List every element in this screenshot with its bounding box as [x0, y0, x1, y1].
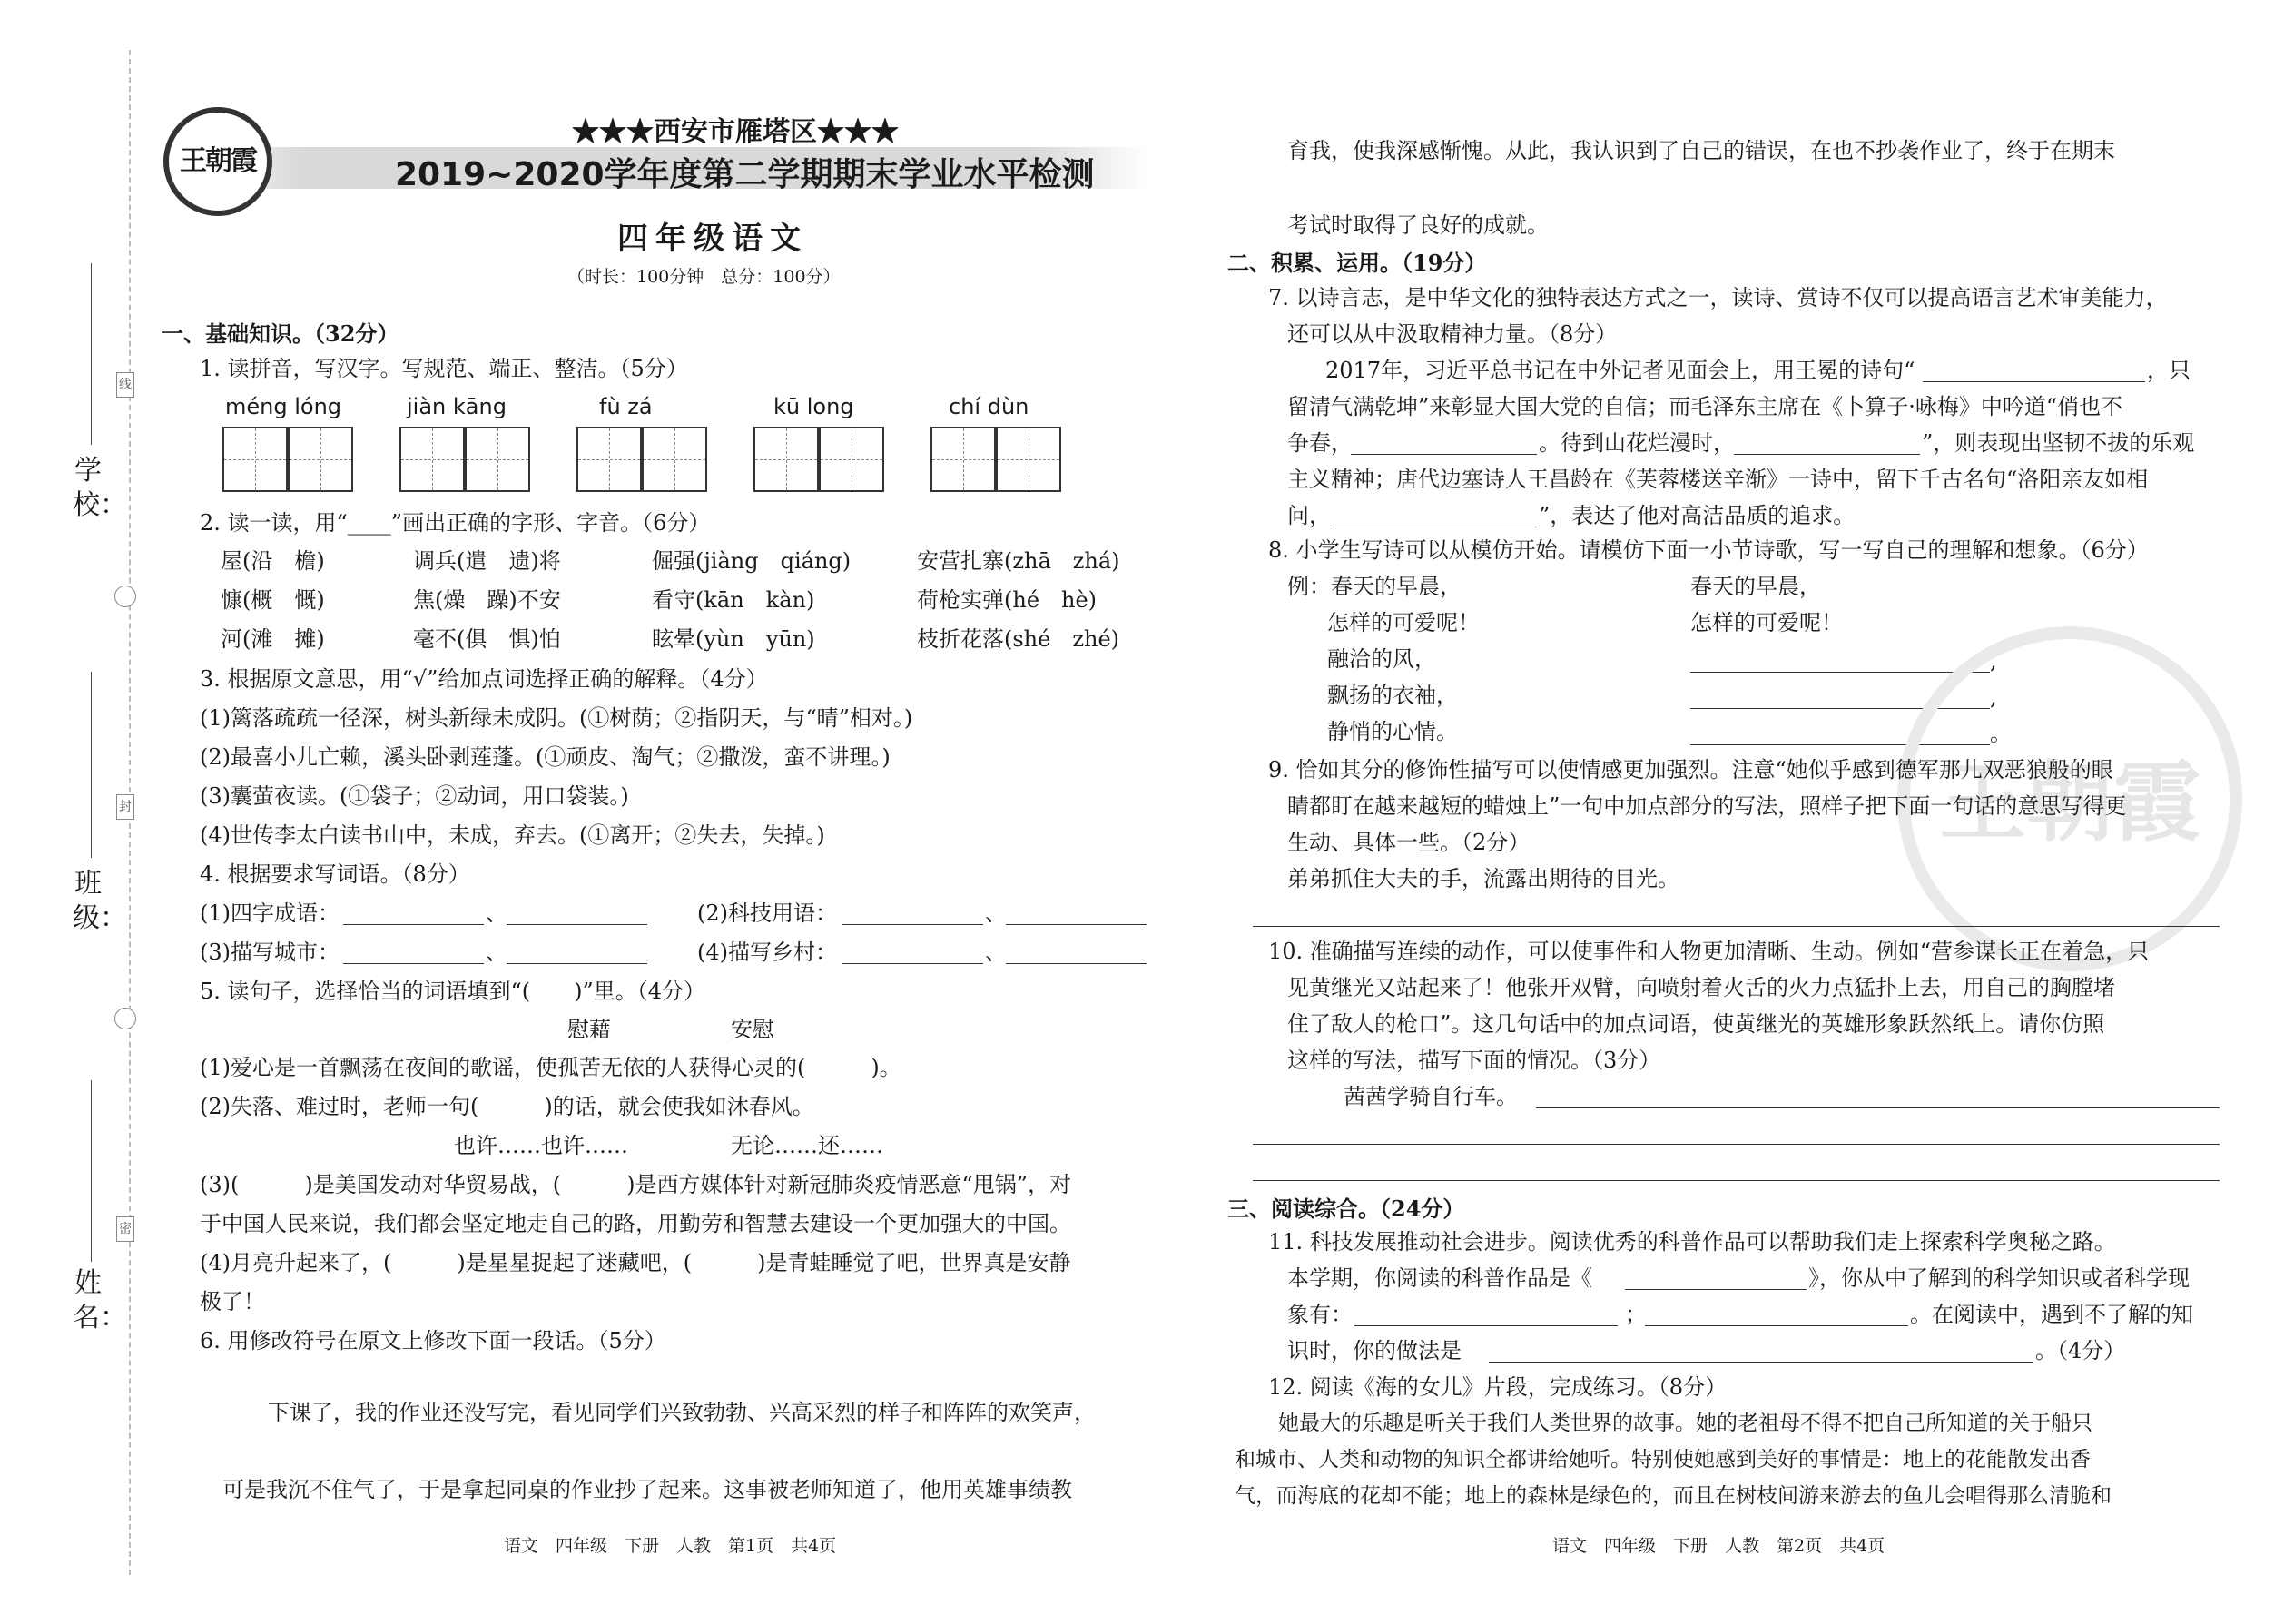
q3-item[interactable]: (4)世传李太白读书山中，未成，弃去。(①离开；②失去，失掉。): [200, 822, 825, 848]
q1-pinyin: fù zá: [599, 394, 653, 419]
q2-item[interactable]: 慷(概 慨): [221, 587, 325, 613]
answer-line[interactable]: [507, 924, 647, 925]
q11-text: ；: [1625, 1302, 1647, 1327]
seal-mark-seal: 封: [116, 794, 134, 820]
answer-line[interactable]: [1006, 924, 1147, 925]
q5-sentence[interactable]: (1)爱心是一首飘荡在夜间的歌谣，使孤苦无依的人获得心灵的( )。: [200, 1055, 901, 1080]
answer-line[interactable]: [1351, 454, 1537, 455]
section2-title: 二、积累、运用。（19分）: [1227, 250, 1487, 276]
q2-item[interactable]: 荷枪实弹(hé hè): [917, 587, 1098, 613]
q4-sep: 、: [985, 940, 1007, 965]
writing-box[interactable]: [930, 427, 996, 492]
q1-pinyin: kū long: [773, 394, 854, 419]
q7-text: 还可以从中汲取精神力量。（8分）: [1287, 321, 1618, 347]
q5-word: 无论……还……: [731, 1133, 883, 1158]
q2-item[interactable]: 枝折花落(shé zhé): [917, 626, 1120, 652]
q2-item[interactable]: 看守(kān kàn): [652, 587, 815, 613]
class-field-line: [91, 672, 92, 858]
q8-example: 例：春天的早晨，: [1287, 574, 1462, 599]
q10-text: 住了敌人的枪口”。这几句话中的加点词语，使黄继光的英雄形象跃然纸上。请你仿照: [1287, 1011, 2105, 1037]
answer-line[interactable]: [343, 924, 484, 925]
q7-text: 争春，: [1287, 430, 1353, 456]
writing-box[interactable]: [222, 427, 288, 492]
answer-line[interactable]: [1645, 1325, 1908, 1326]
answer-line[interactable]: [1536, 1107, 2220, 1108]
q5-word: 安慰: [731, 1017, 774, 1042]
footer-left: 语文 四年级 下册 人教 第1页 共4页: [504, 1536, 837, 1556]
q11-text: 识时，你的做法是: [1287, 1338, 1462, 1363]
q7-text: 主义精神；唐代边塞诗人王昌龄在《芙蓉楼送辛渐》一诗中，留下千古名句“洛阳亲友如相: [1287, 467, 2149, 492]
writing-box[interactable]: [753, 427, 819, 492]
q3-prompt: 3. 根据原文意思，用“√”给加点词选择正确的解释。（4分）: [200, 666, 768, 692]
q2-item[interactable]: 倔强(jiàng qiáng): [652, 548, 852, 574]
q6-paragraph[interactable]: 育我，使我深感惭愧。从此，我认识到了自己的错误，在也不抄袭作业了，终于在期末: [1287, 138, 2115, 163]
seal-mark-secret: 密: [116, 1216, 134, 1242]
answer-line[interactable]: [842, 924, 983, 925]
writing-box[interactable]: [819, 427, 884, 492]
q8-imitation: 春天的早晨，: [1690, 574, 1821, 599]
q3-item[interactable]: (3)囊萤夜读。(①袋子；②动词，用口袋装。): [200, 783, 629, 809]
answer-line[interactable]: [1625, 1289, 1807, 1290]
q4-label: (3)描写城市：: [200, 940, 340, 965]
q9-text: 睛都盯在越来越短的蜡烛上”一句中加点部分的写法，照样子把下面一句话的意思写得更: [1287, 793, 2127, 819]
q8-example: 飘扬的衣袖，: [1327, 683, 1458, 708]
answer-line[interactable]: [343, 963, 484, 964]
q2-prompt: 2. 读一读，用“____”画出正确的字形、字音。（6分）: [200, 510, 711, 536]
answer-line[interactable]: [1489, 1362, 2033, 1363]
q6-paragraph[interactable]: 下课了，我的作业还没写完，看见同学们兴致勃勃、兴高采烈的样子和阵阵的欢笑声，: [268, 1400, 1096, 1425]
answer-line[interactable]: [1354, 1325, 1618, 1326]
q5-word: 也许……也许……: [454, 1133, 628, 1158]
q6-paragraph[interactable]: 考试时取得了良好的成就。: [1287, 212, 1549, 238]
q4-sep: 、: [486, 940, 507, 965]
answer-line[interactable]: [1734, 454, 1920, 455]
q11-text: 。（4分）: [2035, 1338, 2126, 1363]
reading-passage: 和城市、人类和动物的知识全都讲给她听。特别使她感到美好的事情是：地上的花能散发出香: [1235, 1448, 2091, 1471]
q4-label: (1)四字成语：: [200, 901, 340, 926]
q10-text: 茜茜学骑自行车。: [1344, 1084, 1518, 1109]
q11-text: 》，你从中了解到的科学知识或者科学现: [1808, 1265, 2190, 1291]
q6-prompt: 6. 用修改符号在原文上修改下面一段话。（5分）: [200, 1328, 666, 1353]
name-field-line: [91, 1080, 92, 1262]
q2-item[interactable]: 安营扎寨(zhā zhá): [917, 548, 1120, 574]
q11-text: 11. 科技发展推动社会进步。阅读优秀的科普作品可以帮助我们走上探索科学奥秘之路。: [1268, 1229, 2116, 1255]
q2-item[interactable]: 毫不(俱 惧)怕: [413, 626, 561, 652]
q2-item[interactable]: 调兵(遣 遗)将: [413, 548, 561, 574]
answer-line[interactable]: [507, 963, 647, 964]
district-title: ★★★西安市雁塔区★★★: [572, 116, 899, 148]
q5-sentence[interactable]: (4)月亮升起来了，( )是星星捉起了迷藏吧，( )是青蛙睡觉了吧，世界真是安静: [200, 1250, 1071, 1275]
seal-mark-line: 线: [116, 372, 134, 398]
footer-right: 语文 四年级 下册 人教 第2页 共4页: [1552, 1536, 1885, 1556]
q7-text: ”，则表现出坚韧不拔的乐观: [1922, 430, 2195, 456]
school-field-line: [91, 263, 92, 445]
q5-sentence-cont: 于中国人民来说，我们都会坚定地走自己的路，用勤劳和智慧去建设一个更加强大的中国。: [200, 1211, 1071, 1236]
q8-mark: ,: [1990, 684, 1997, 710]
writing-box[interactable]: [399, 427, 465, 492]
name-label: 姓名：: [73, 1267, 127, 1334]
q1-pinyin: méng lóng: [225, 394, 342, 419]
q5-word: 慰藉: [567, 1017, 611, 1042]
q8-example: 融洽的风，: [1327, 646, 1436, 672]
q1-prompt: 1. 读拼音，写汉字。写规范、端正、整洁。（5分）: [200, 356, 688, 381]
q8-mark: 。: [1990, 721, 2012, 746]
exam-duration: （时长：100分钟 总分：100分）: [567, 267, 841, 287]
subject-title: 四年级语文: [617, 221, 808, 257]
q10-text: 见黄继光又站起来了！他张开双臂，向喷射着火舌的火力点猛扑上去，用自己的胸膛堵: [1287, 975, 2115, 1000]
logo-text: 王朝霞: [180, 145, 256, 177]
answer-line[interactable]: [1253, 1180, 2220, 1181]
q5-sentence-cont: 极了！: [200, 1289, 265, 1314]
answer-line[interactable]: [1253, 926, 2220, 927]
writing-box[interactable]: [996, 427, 1061, 492]
q11-text: 。在阅读中，遇到不了解的知: [1910, 1302, 2193, 1327]
answer-line[interactable]: [1253, 1144, 2220, 1145]
section3-title: 三、阅读综合。（24分）: [1227, 1196, 1465, 1222]
exam-title: 2019~2020学年度第二学期期末学业水平检测: [395, 156, 1095, 193]
q6-paragraph[interactable]: 可是我沉不住气了，于是拿起同桌的作业抄了起来。这事被老师知道了，他用英雄事绩教: [222, 1477, 1072, 1502]
q5-sentence[interactable]: (3)( )是美国发动对华贸易战，( )是西方媒体针对新冠肺炎疫情恶意“甩锅”，对: [200, 1172, 1071, 1197]
q3-item[interactable]: (2)最喜小儿亡赖，溪头卧剥莲蓬。(①顽皮、淘气；②撒泼，蛮不讲理。): [200, 744, 891, 770]
q10-text: 这样的写法，描写下面的情况。（3分）: [1287, 1048, 1661, 1073]
watermark-text: 王朝霞: [1939, 751, 2200, 853]
q8-example: 怎样的可爱呢！: [1327, 610, 1480, 635]
q7-text: 7. 以诗言志，是中华文化的独特表达方式之一，读诗、赏诗不仅可以提高语言艺术审美能力，: [1268, 285, 2168, 310]
publisher-logo: [163, 107, 272, 216]
reading-passage: 气，而海底的花却不能；地上的森林是绿色的，而且在树枝间游来游去的鱼儿会唱得那么清脆和: [1235, 1484, 2112, 1508]
section1-title: 一、基础知识。（32分）: [162, 320, 399, 347]
reading-passage: 她最大的乐趣是听关于我们人类世界的故事。她的老祖母不得不把自己所知道的关于船只: [1278, 1412, 2092, 1435]
q7-text: 留清气满乾坤”来彰显大国大党的自信；而毛泽东主席在《卜算子·咏梅》中吟道“俏也不: [1287, 394, 2123, 419]
q9-text: 弟弟抓住大夫的手，流露出期待的目光。: [1287, 866, 1679, 891]
seal-circle: [114, 1008, 136, 1029]
q11-text: 象有：: [1287, 1302, 1353, 1327]
q4-label: (2)科技用语：: [697, 901, 837, 926]
q8-example: 静悄的心情。: [1327, 719, 1458, 744]
q7-text: ”，表达了他对高洁品质的追求。: [1539, 503, 1856, 528]
q4-sep: 、: [486, 901, 507, 926]
q3-item[interactable]: (1)篱落疏疏一径深，树头新绿未成阴。(①树荫；②指阴天，与“晴”相对。): [200, 705, 913, 731]
q5-prompt: 5. 读句子，选择恰当的词语填到“( )”里。（4分）: [200, 979, 706, 1004]
q4-label: (4)描写乡村：: [697, 940, 837, 965]
q12-prompt: 12. 阅读《海的女儿》片段，完成练习。（8分）: [1268, 1374, 1728, 1400]
q7-text: 。待到山花烂漫时，: [1539, 430, 1735, 456]
q2-item[interactable]: 屋(沿 檐): [221, 548, 325, 574]
q9-text: 9. 恰如其分的修饰性描写可以使情感更加强烈。注意“她似乎感到德军那儿双恶狼般的眼: [1268, 757, 2113, 782]
writing-box[interactable]: [288, 427, 353, 492]
q7-text: ，只: [2147, 358, 2191, 383]
q11-text: 本学期，你阅读的科普作品是《: [1287, 1265, 1592, 1291]
q8-mark: ,: [1990, 648, 1997, 674]
q4-prompt: 4. 根据要求写词语。（8分）: [200, 861, 470, 887]
answer-line[interactable]: [1923, 381, 2145, 382]
writing-box[interactable]: [465, 427, 530, 492]
q8-imitation: 怎样的可爱呢！: [1690, 610, 1843, 635]
q2-item[interactable]: 河(滩 摊): [221, 626, 325, 652]
q4-sep: 、: [985, 901, 1007, 926]
q7-text: 2017年，习近平总书记在中外记者见面会上，用王冕的诗句“: [1325, 358, 1915, 383]
school-label: 学校：: [73, 455, 127, 521]
q5-sentence[interactable]: (2)失落、难过时，老师一句( )的话，就会使我如沐春风。: [200, 1094, 814, 1119]
class-label: 班级：: [73, 868, 127, 934]
q1-pinyin: chí dùn: [949, 394, 1029, 419]
writing-box[interactable]: [642, 427, 707, 492]
q9-text: 生动、具体一些。（2分）: [1287, 830, 1531, 855]
q2-item[interactable]: 焦(燥 躁)不安: [413, 587, 561, 613]
q2-item[interactable]: 眩晕(yùn yūn): [652, 626, 815, 652]
answer-line[interactable]: [842, 963, 983, 964]
q7-text: 问，: [1287, 503, 1331, 528]
seal-circle: [114, 586, 136, 607]
writing-box[interactable]: [576, 427, 642, 492]
answer-line[interactable]: [1006, 963, 1147, 964]
q8-prompt: 8. 小学生写诗可以从模仿开始。请模仿下面一小节诗歌，写一写自己的理解和想象。（6分）: [1268, 537, 2149, 563]
q1-pinyin: jiàn kāng: [407, 394, 507, 419]
q10-text: 10. 准确描写连续的动作，可以使事件和人物更加清晰、生动。例如“营参谋长正在着急，只: [1268, 939, 2150, 964]
